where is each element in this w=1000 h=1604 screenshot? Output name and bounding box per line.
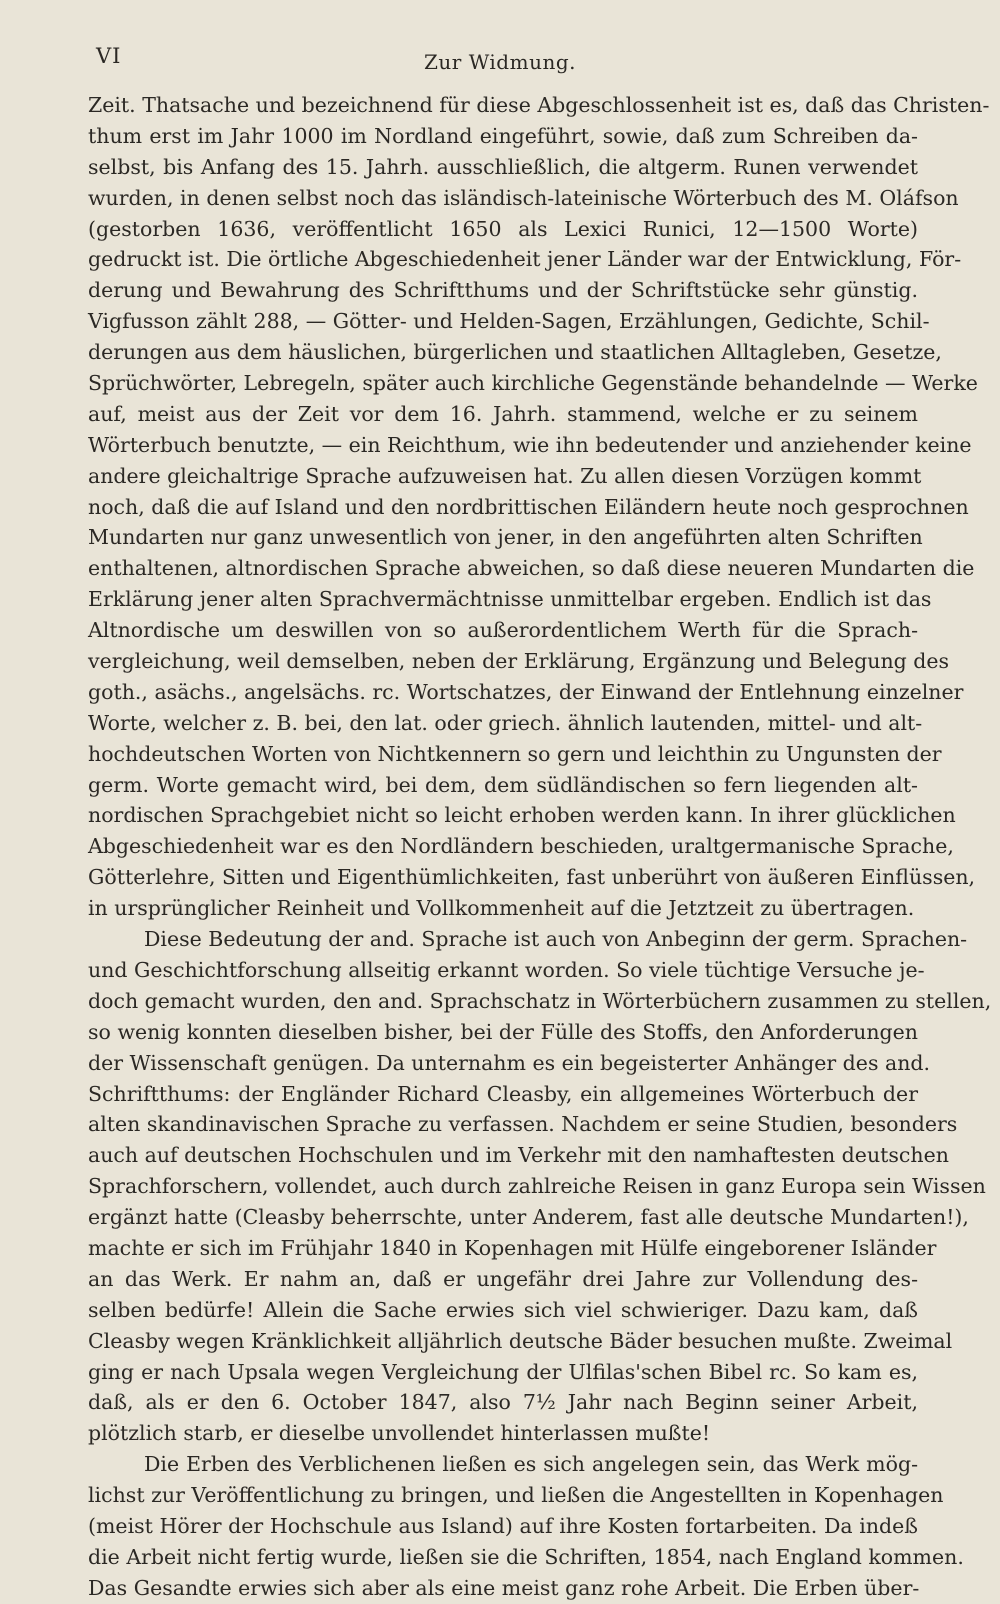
text-line: Götterlehre, Sitten und Eigenthümlichkeiten, fast unberührt von äußeren Einflüssen,	[88, 865, 976, 890]
text-line: Worte, welcher z. B. bei, den lat. oder griech. ähnlich lautenden, mittel- und alt-	[88, 710, 923, 735]
text-line: (meist Hörer der Hochschule aus Island) auf ihre Kosten fortarbeiten. Da indeß	[88, 1513, 918, 1538]
paragraph	[88, 924, 992, 1449]
page-header	[0, 44, 1000, 84]
text-line: andere gleichaltrige Sprache aufzuweisen hat. Zu allen diesen Vorzügen kommt	[88, 463, 922, 488]
paragraph	[88, 90, 990, 924]
text-line: Altnordische um deswillen von so außerordentlichem Werth für die Sprach-	[88, 618, 918, 643]
text-line: Das Gesandte erwies sich aber als eine meist ganz rohe Arbeit. Die Erben über-	[88, 1575, 920, 1600]
text-line: Cleasby wegen Kränklichkeit alljährlich deutsche Bäder besuchen mußte. Zweimal	[88, 1328, 953, 1353]
text-line: in ursprünglicher Reinheit und Vollkommenheit auf die Jetztzeit zu übertragen.	[88, 896, 915, 921]
text-line: (gestorben 1636, veröffentlicht 1650 als Lexici Runici, 12—1500 Worte)	[88, 216, 918, 241]
text-line: selben bedürfe! Allein die Sache erwies sich viel schwieriger. Dazu kam, daß	[88, 1297, 918, 1322]
text-line: nordischen Sprachgebiet nicht so leicht erhoben werden kann. In ihrer glücklichen	[88, 803, 956, 828]
text-line: lichst zur Veröffentlichung zu bringen, und ließen die Angestellten in Kopenhagen	[88, 1483, 944, 1508]
text-line: alten skandinavischen Sprache zu verfassen. Nachdem er seine Studien, besonders	[88, 1112, 958, 1137]
text-line: Erklärung jener alten Sprachvermächtnisse unmittelbar ergeben. Endlich ist das	[88, 587, 932, 612]
text-line: daß, als er den 6. October 1847, also 7½ Jahr nach Beginn seiner Arbeit,	[88, 1390, 918, 1415]
text-line: Mundarten nur ganz unwesentlich von jener, in den angeführten alten Schriften	[88, 525, 923, 550]
text-line: hochdeutschen Worten von Nichtkennern so gern und leichthin zu Ungunsten der	[88, 741, 942, 766]
text-line: vergleichung, weil demselben, neben der Erklärung, Ergänzung und Belegung des	[88, 649, 950, 674]
text-line: Die Erben des Verblichenen ließen es sich angelegen sein, das Werk mög-	[144, 1452, 918, 1477]
text-line: so wenig konnten dieselben bisher, bei der Fülle des Stoffs, den Anforderungen	[88, 1019, 918, 1044]
text-line: selbst, bis Anfang des 15. Jahrh. ausschließlich, die altgerm. Runen verwendet	[88, 154, 918, 179]
text-line: goth., asächs., angelsächs. rc. Wortschatzes, der Einwand der Entlehnung einzelner	[88, 679, 964, 704]
text-line: ging er nach Upsala wegen Vergleichung der Ulfilas'schen Bibel rc. So kam es,	[88, 1359, 918, 1384]
text-line: Vigfusson zählt 288, — Götter- und Helden-Sagen, Erzählungen, Gedichte, Schil-	[88, 309, 930, 334]
text-line: plötzlich starb, er dieselbe unvollendet hinterlassen mußte!	[88, 1421, 711, 1446]
text-line: und Geschichtforschung allseitig erkannt worden. So viele tüchtige Versuche je-	[88, 957, 925, 982]
text-line: enthaltenen, altnordischen Sprache abweichen, so daß diese neueren Mundarten die	[88, 556, 975, 581]
body-text	[88, 90, 992, 1604]
text-line: der Wissenschaft genügen. Da unternahm es ein begeisterter Anhänger des and.	[88, 1050, 931, 1075]
text-line: gedruckt ist. Die örtliche Abgeschiedenheit jener Länder war der Entwicklung, För-	[88, 247, 962, 272]
paragraph	[88, 1449, 964, 1603]
text-line: derungen aus dem häuslichen, bürgerlichen und staatlichen Alltagleben, Gesetze,	[88, 340, 942, 365]
text-line: auch auf deutschen Hochschulen und im Verkehr mit den namhaftesten deutschen	[88, 1143, 949, 1168]
page-number: VI	[96, 44, 122, 68]
text-line: Zeit. Thatsache und bezeichnend für diese Abgeschlossenheit ist es, daß das Christen-	[88, 93, 990, 117]
text-line: thum erst im Jahr 1000 im Nordland eingeführt, sowie, daß zum Schreiben da-	[88, 123, 918, 148]
text-line: an das Werk. Er nahm an, daß er ungefähr drei Jahre zur Vollendung des-	[88, 1266, 918, 1291]
text-line: Diese Bedeutung der and. Sprache ist auch von Anbeginn der germ. Sprachen-	[144, 927, 968, 952]
text-line: Sprachforschern, vollendet, auch durch zahlreiche Reisen in ganz Europa sein Wissen	[88, 1174, 986, 1199]
text-line: germ. Worte gemacht wird, bei dem, dem südländischen so fern liegenden alt-	[88, 772, 918, 797]
text-line: Abgeschiedenheit war es den Nordländern beschieden, uraltgermanische Sprache,	[88, 834, 954, 859]
text-line: Schriftthums: der Engländer Richard Cleasby, ein allgemeines Wörterbuch der	[88, 1081, 918, 1106]
text-line: wurden, in denen selbst noch das isländisch-lateinische Wörterbuch des M. Oláfson	[88, 185, 959, 210]
text-line: machte er sich im Frühjahr 1840 in Kopenhagen mit Hülfe eingeborener Isländer	[88, 1235, 937, 1260]
text-line: die Arbeit nicht fertig wurde, ließen sie die Schriften, 1854, nach England kommen.	[88, 1544, 964, 1569]
text-line: noch, daß die auf Island und den nordbrittischen Eiländern heute noch gesprochnen	[88, 494, 969, 519]
text-line: Wörterbuch benutzte, — ein Reichthum, wie ihn bedeutender und anziehender keine	[88, 432, 972, 457]
text-line: auf, meist aus der Zeit vor dem 16. Jahrh. stammend, welche er zu seinem	[88, 401, 918, 426]
text-line: derung und Bewahrung des Schriftthums und der Schriftstücke sehr günstig.	[88, 278, 918, 303]
text-line: Sprüchwörter, Lebregeln, später auch kirchliche Gegenstände behandelnde — Werke	[88, 371, 978, 396]
running-title: Zur Widmung.	[424, 50, 576, 74]
text-line: ergänzt hatte (Cleasby beherrschte, unter Anderem, fast alle deutsche Mundarten!),	[88, 1205, 969, 1230]
text-line: doch gemacht wurden, den and. Sprachschatz in Wörterbüchern zusammen zu stellen,	[88, 988, 992, 1013]
